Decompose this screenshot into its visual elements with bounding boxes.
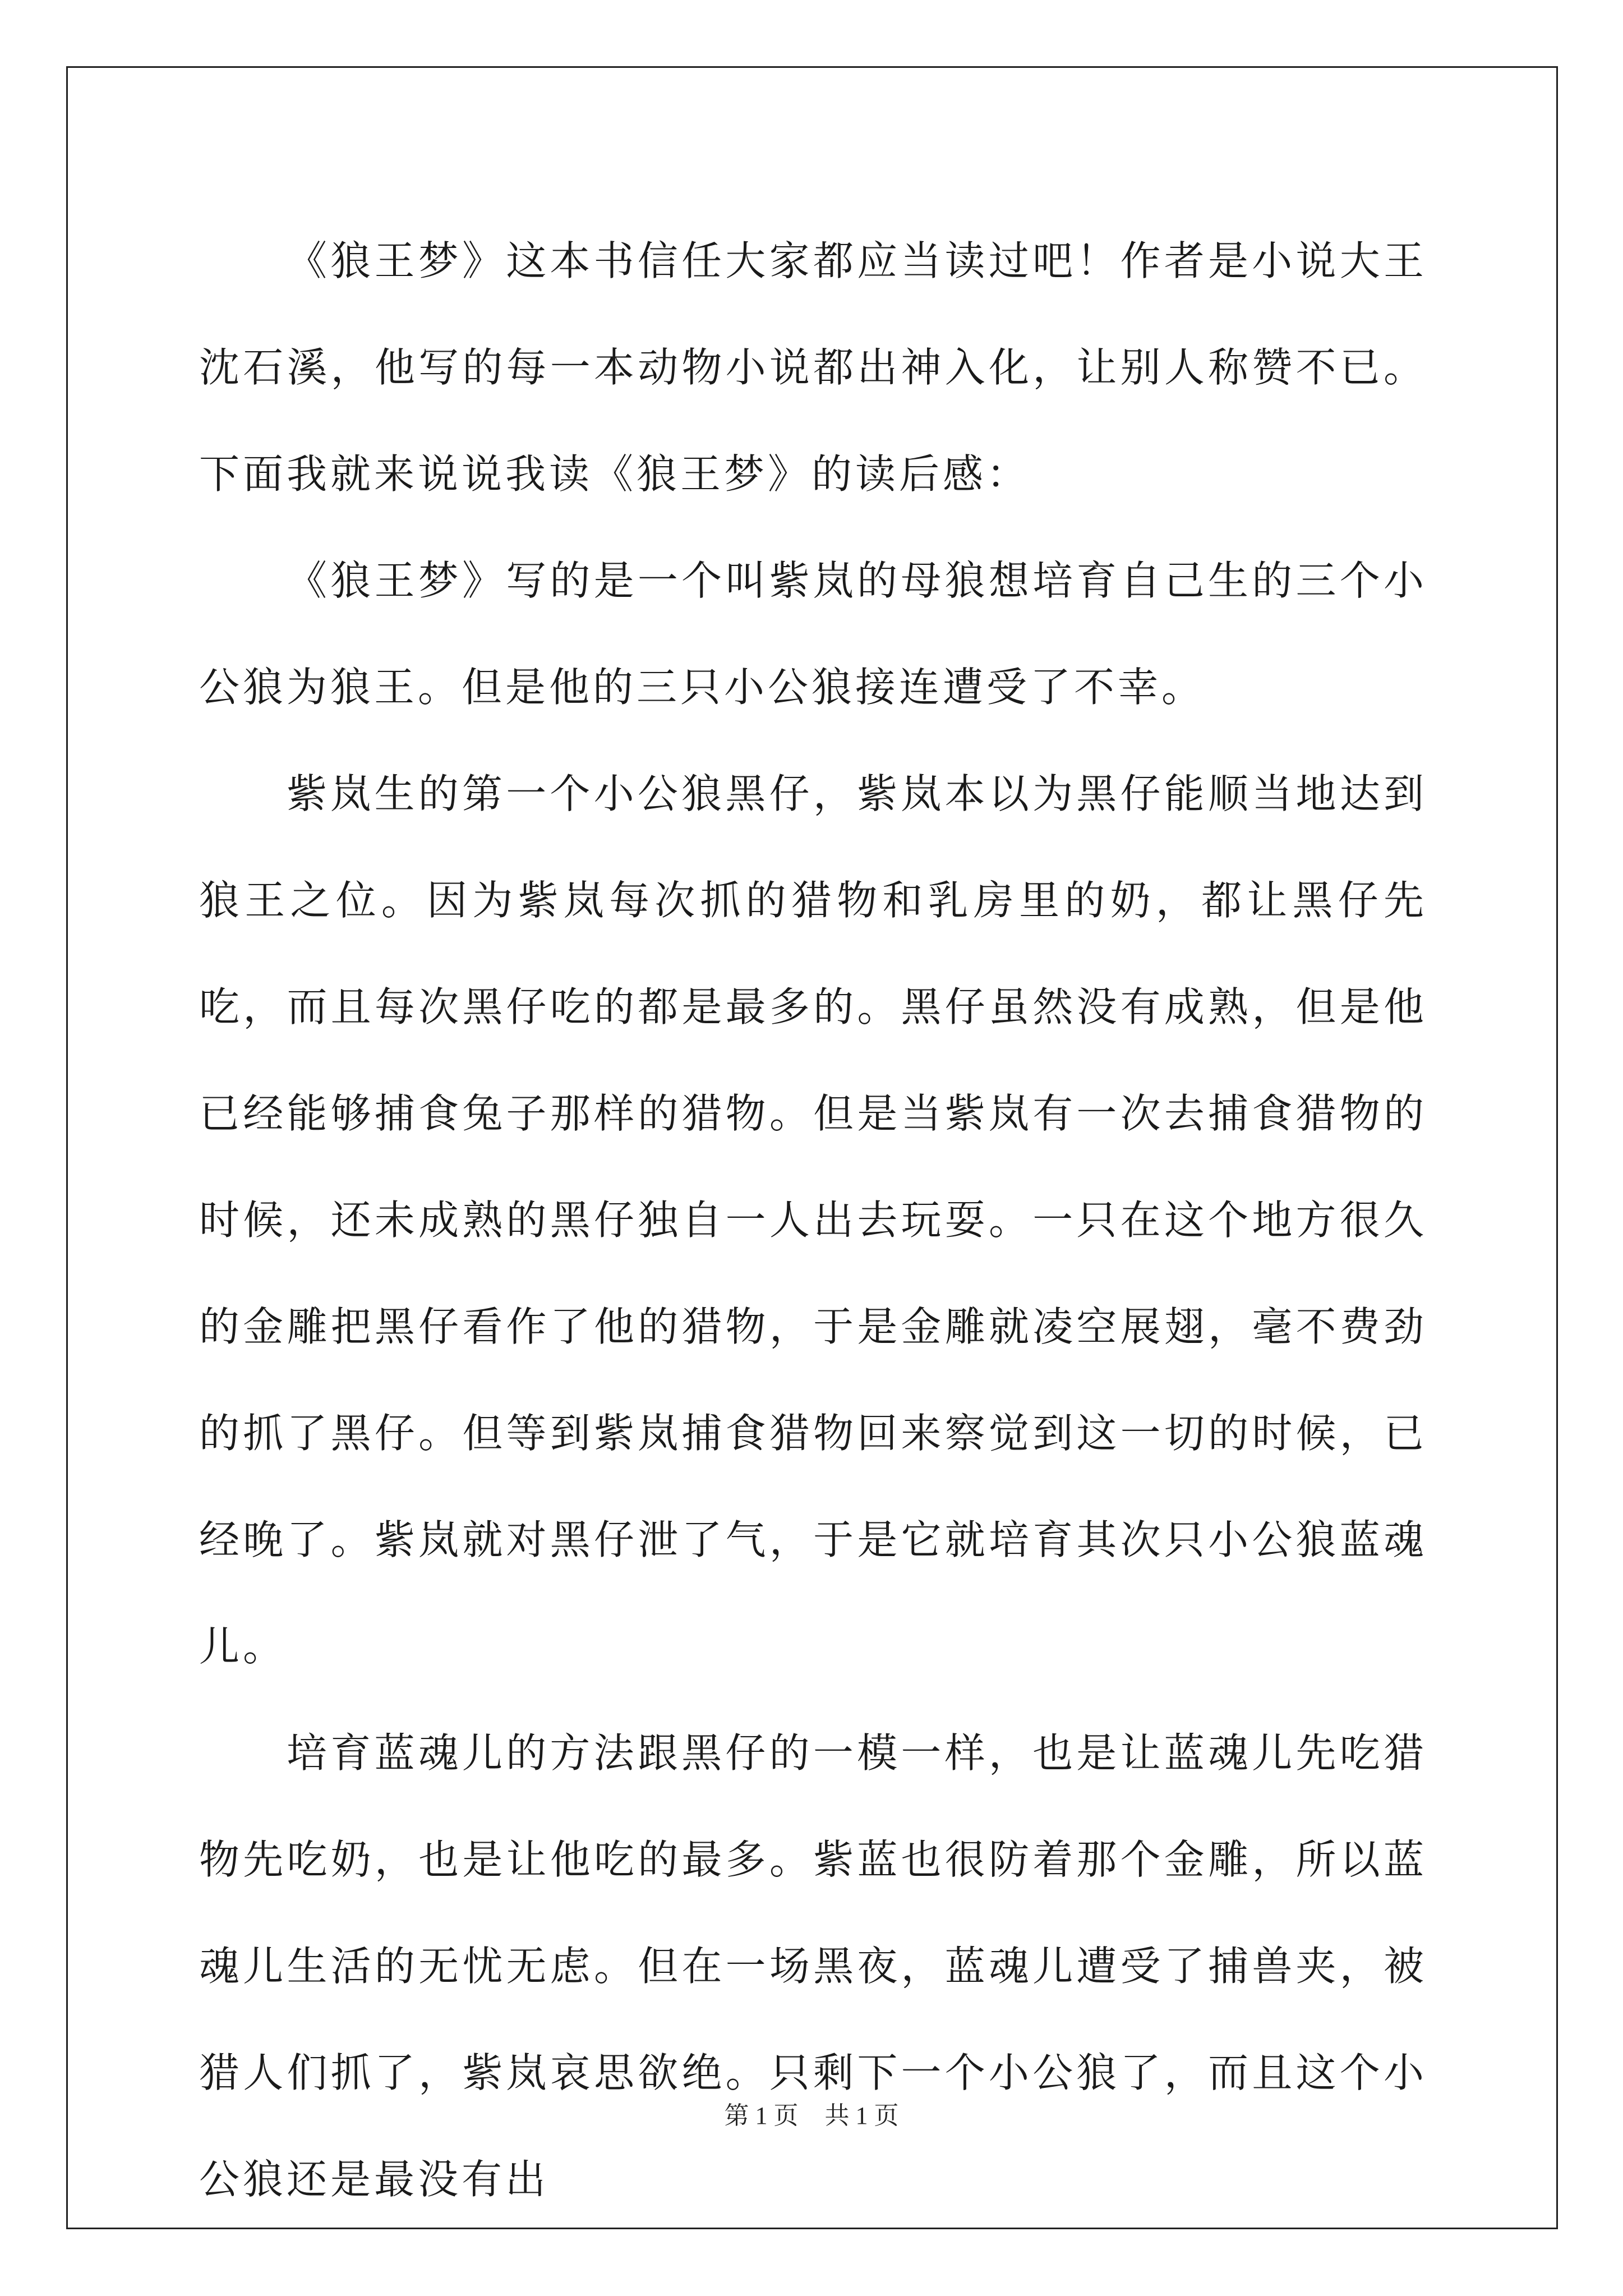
page-footer	[0, 2095, 1623, 2131]
page-total: 共 1 页	[824, 2102, 899, 2129]
document-body	[199, 208, 1427, 2233]
page-number: 第 1 页	[724, 2102, 799, 2129]
paragraph-summary: 《狼王梦》写的是一个叫紫岚的母狼想培育自己生的三个小公狼为狼王。但是他的三只小公狼接连遭受了不幸。	[199, 557, 1427, 711]
paragraph-heizai: 紫岚生的第一个小公狼黑仔，紫岚本以为黑仔能顺当地达到狼王之位。因为紫岚每次抓的猎物和乳房里的奶，都让黑仔先吃，而且每次黑仔吃的都是最多的。黑仔虽然没有成熟，但是他已经能够捕食兔子那样的猎物。但是当紫岚有一次去捕食猎物的时候，还未成熟的黑仔独自一人出去玩耍。一只在这个地方很久的金雕把黑仔看作了他的猎物，于是金雕就凌空展翅，毫不费劲的抓了黑仔。但等到紫岚捕食猎物回来察觉到这一切的时候，已经晚了。紫岚就对黑仔泄了气，于是它就培育其次只小公狼蓝魂儿。	[199, 770, 1427, 1670]
paragraph-intro: 《狼王梦》这本书信任大家都应当读过吧！作者是小说大王沈石溪，他写的每一本动物小说都出神入化，让别人称赞不已。下面我就来说说我读《狼王梦》的读后感：	[199, 237, 1427, 498]
paragraph-lanhuner: 培育蓝魂儿的方法跟黑仔的一模一样，也是让蓝魂儿先吃猎物先吃奶，也是让他吃的最多。紫蓝也很防着那个金雕，所以蓝魂儿生活的无忧无虑。但在一场黑夜，蓝魂儿遭受了捕兽夹，被猎人们抓了，紫岚哀思欲绝。只剩下一个小公狼了，而且这个小公狼还是最没有出	[199, 1729, 1427, 2203]
